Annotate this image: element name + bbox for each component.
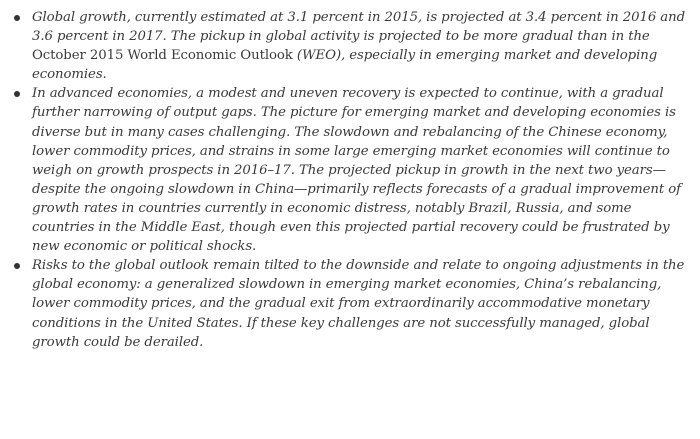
bullet-dot-icon — [14, 15, 20, 21]
bullet-list — [10, 8, 690, 352]
bullet-dot-icon — [14, 91, 20, 97]
bullet-text — [32, 8, 690, 84]
bullet-text: Risks to the global outlook remain tilted to the downside and relate to ongoing adjustments in the global economy: a generalized slowdown in emerging market economies, China’s rebalancing, lower commodity prices, and the gradual exit from extraordinarily accommodative monetary conditions in the United States. If these key challenges are not successfully managed, global growth could be derailed. — [32, 258, 685, 350]
bullet-text-part: Global growth, currently estimated at 3.1 percent in 2015, is projected at 3.4 percent in 2016 and 3.6 percent in 2017. The pickup in global activity is projected to be more gradual than in the — [32, 10, 686, 45]
bullet-text: In advanced economies, a modest and uneven recovery is expected to continue, with a gradual further narrowing of output gaps. The picture for emerging market and developing economies is diverse but in many cases challenging. The slowdown and rebalancing of the Chinese economy, lower commodity prices, and strains in some large emerging market economies will continue to weigh on growth prospects in 2016–17. The projected pickup in growth in the next two years—despite the ongoing slowdown in China—primarily reflects forecasts of a gradual improvement of growth rates in countries currently in economic distress, notably Brazil, Russia, and some countries in the Middle East, though even this projected partial recovery could be frustrated by new economic or political shocks. — [32, 86, 681, 255]
bullet-text-part: (WEO), especially in emerging market and developing economies. — [32, 48, 658, 83]
bullet-item-global-growth — [10, 8, 690, 84]
bullet-dot-icon — [14, 263, 20, 269]
bullet-item-advanced-economies — [10, 84, 690, 256]
weo-title: October 2015 World Economic Outlook — [32, 48, 293, 64]
bullet-item-risks — [10, 256, 690, 351]
